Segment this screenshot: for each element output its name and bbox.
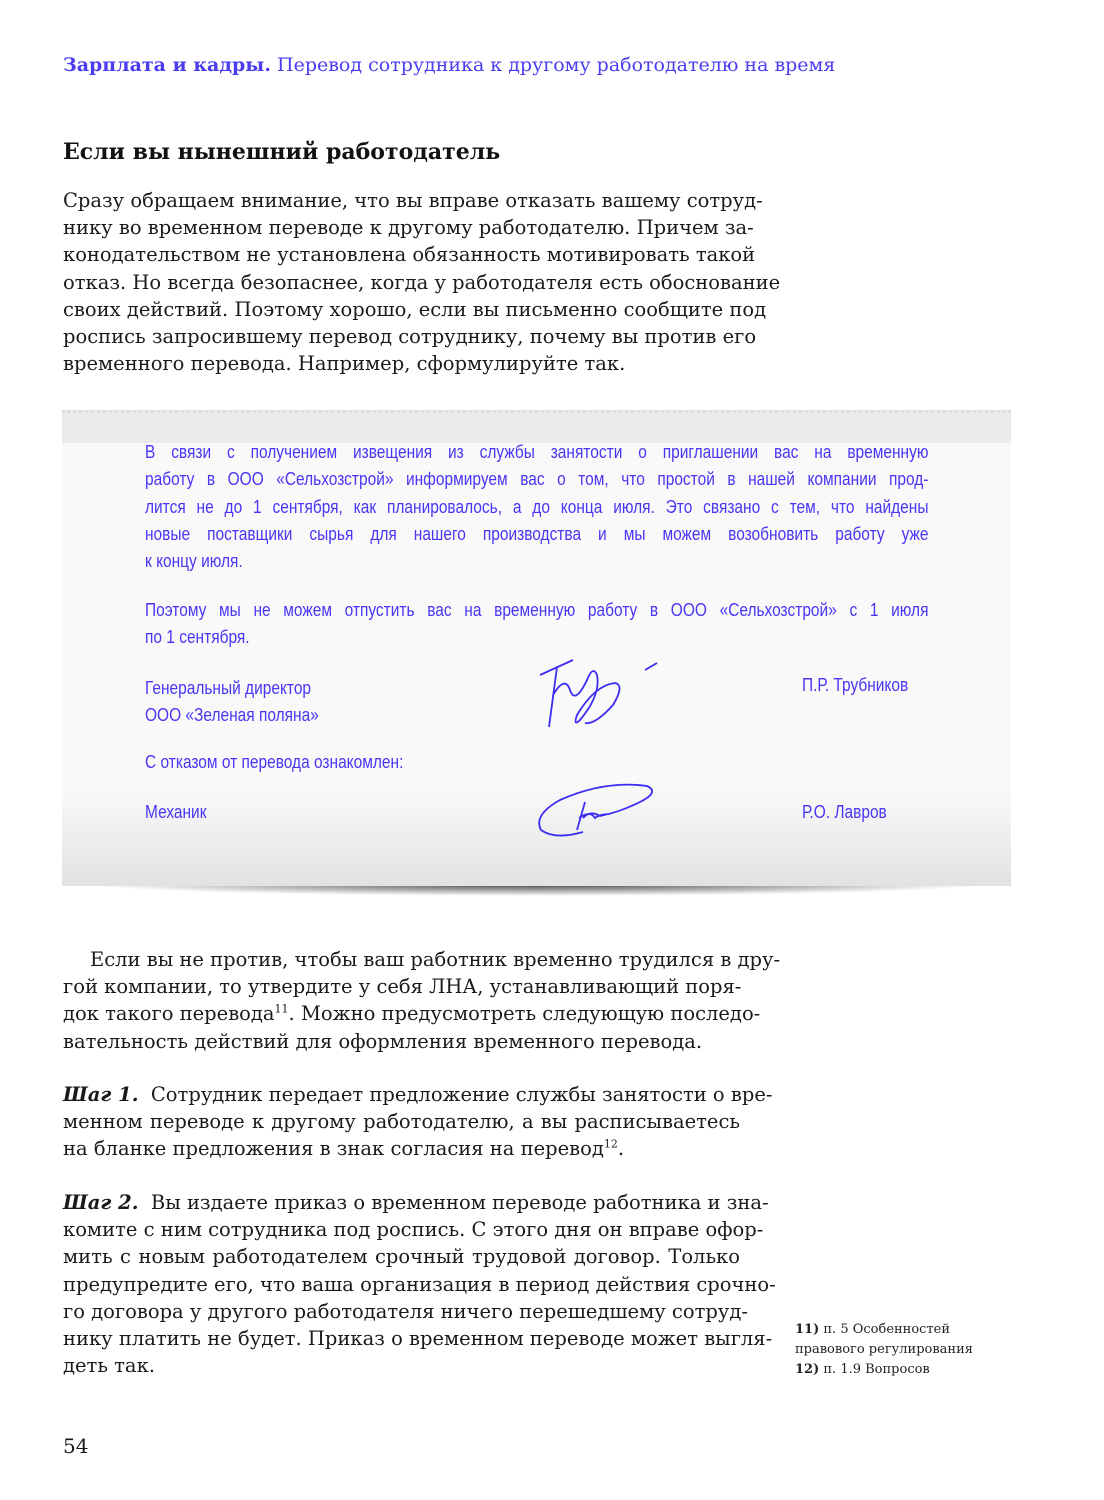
- step-label: Шаг 1.: [63, 1083, 139, 1106]
- text-line: [63, 1135, 740, 1162]
- step-2: [63, 1189, 776, 1379]
- text-line: вательность действий для оформления временного перевода.: [63, 1029, 703, 1053]
- text-line: нику платить не будет. Приказ о временном переводе может выгля-: [63, 1327, 773, 1351]
- employee-title: Механик: [145, 802, 207, 822]
- text-line: гой компании, то утвердите у себя ЛНА, устанавливающий поря-: [63, 975, 742, 999]
- letter-paragraph-1: [145, 439, 928, 575]
- footnote-ref[interactable]: 12: [603, 1137, 618, 1151]
- text-line: работу в ООО «Сельхозстрой» информируем вас о том, что простой в нашей компании прод-: [145, 469, 929, 490]
- text-line: конодательством не установлена обязанность мотивировать такой: [63, 243, 756, 267]
- letter-paragraph-2: [145, 597, 928, 652]
- text-part: док такого перевода: [63, 1002, 275, 1026]
- director-block: [145, 675, 319, 730]
- text-line: [63, 1000, 761, 1027]
- step-1: [63, 1081, 773, 1163]
- text-line: [63, 1189, 769, 1216]
- after-paragraph: [63, 946, 781, 1055]
- director-signature: [535, 655, 665, 735]
- director-org: ООО «Зеленая поляна»: [145, 705, 319, 726]
- text-line: мить с новым работодателем срочный трудовой договор. Только: [63, 1245, 740, 1269]
- text-line: го договора у другого работодателя ничего перешедшему сотруд-: [63, 1299, 748, 1323]
- text-line: по 1 сентября.: [145, 627, 250, 648]
- header-title: Перевод сотрудника к другому работодателю на время: [277, 54, 836, 76]
- text-line: лится не до 1 сентября, как планировалось, а до конца июля. Это связано с тем, что найдены: [145, 496, 929, 517]
- header-section: Зарплата и кадры.: [63, 54, 271, 76]
- text-part: на бланке предложения в знак согласия на перевод: [63, 1137, 604, 1161]
- text-part: Вы издаете приказ о временном переводе работника и зна-: [150, 1191, 769, 1214]
- acknowledged-label: С отказом от перевода ознакомлен:: [145, 752, 404, 772]
- text-line: менном переводе к другому работодателю, а вы расписываетесь: [63, 1110, 740, 1134]
- page-number: 54: [63, 1434, 89, 1458]
- text-line: новые поставщики сырья для нашего производства и мы можем возобновить работу уже: [145, 523, 929, 544]
- footnotes: [795, 1320, 995, 1380]
- section-heading: Если вы нынешний работодатель: [63, 139, 501, 165]
- footnote: [795, 1320, 995, 1360]
- footnote-ref[interactable]: 11: [274, 1002, 289, 1016]
- text-part: . Можно предусмотреть следующую последо-: [288, 1002, 761, 1026]
- text-line: к концу июля.: [145, 551, 243, 572]
- footnote-number: 12): [795, 1362, 820, 1377]
- text-line: деть так.: [63, 1354, 155, 1378]
- text-line: предупредите его, что ваша организация в период действия срочно-: [63, 1272, 776, 1296]
- text-part: .: [617, 1137, 625, 1161]
- text-line: Сразу обращаем внимание, что вы вправе отказать вашему сотруд-: [63, 189, 763, 212]
- text-line: Поэтому мы не можем отпустить вас на временную работу в ООО «Сельхозстрой» с 1 июля: [145, 600, 929, 620]
- text-line: В связи с получением извещения из службы занятости о приглашении вас на временную: [145, 442, 929, 462]
- text-line: [63, 1081, 773, 1108]
- footnote-text: п. 5 Особенностей правового регулирования: [795, 1322, 973, 1357]
- footnote-number: 11): [795, 1322, 820, 1337]
- director-name: П.Р. Трубников: [802, 675, 909, 695]
- text-line: роспись запросившему перевод сотруднику, почему вы против его: [63, 325, 757, 349]
- text-line: отказ. Но всегда безопаснее, когда у работодателя есть обоснование: [63, 270, 781, 294]
- text-line: своих действий. Поэтому хорошо, если вы письменно сообщите под: [63, 297, 767, 321]
- step-label: Шаг 2.: [63, 1191, 139, 1214]
- text-line: нику во временном переводе к другому работодателю. Причем за-: [63, 216, 754, 240]
- employee-name: Р.О. Лавров: [802, 802, 887, 822]
- footnote: [795, 1360, 995, 1380]
- text-line: Если вы не против, чтобы ваш работник временно трудился в дру-: [90, 948, 781, 971]
- text-line: комите с ним сотрудника под роспись. С этого дня он вправе офор-: [63, 1218, 764, 1242]
- footnote-text: п. 1.9 Вопросов: [823, 1362, 930, 1377]
- running-header: [63, 54, 835, 76]
- text-part: Сотрудник передает предложение службы занятости о вре-: [150, 1083, 773, 1106]
- text-line: временного перевода. Например, сформулируйте так.: [63, 352, 626, 376]
- employee-signature: [535, 780, 660, 842]
- director-title: Генеральный директор: [145, 678, 312, 698]
- intro-paragraph: [63, 187, 781, 377]
